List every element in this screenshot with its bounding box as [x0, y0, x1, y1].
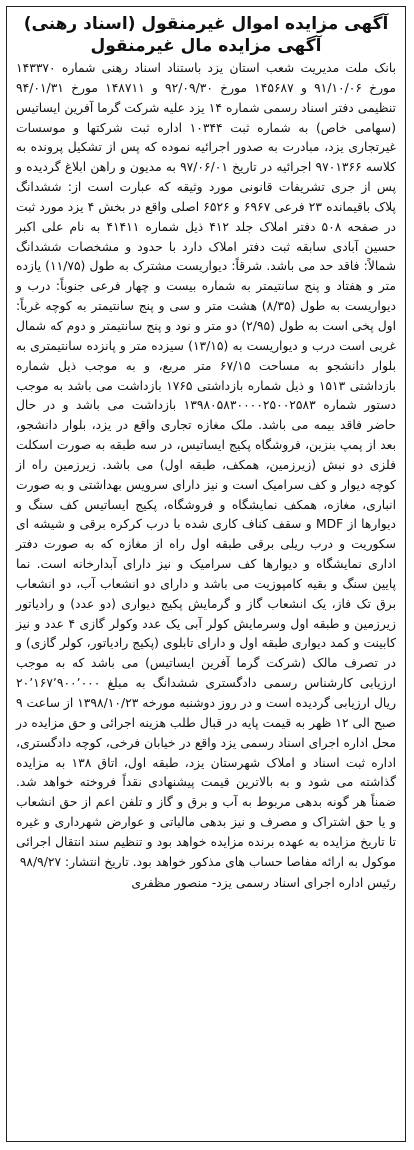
notice-body: بانک ملت مدیریت شعب استان یزد باستناد اسناد رهنی شماره ۱۴۳۳۷۰ مورخ ۹۱/۱۰/۰۶ و ۱۴۵۶۸۷ مورخ ۹۲/۰۹/۳۰ و ۱۴۸۷۱۱ مورخ ۹۴/۰۱/۳۱ تنظیمی دفتر اسناد رسمی شماره ۱۴ یزد علیه شرکت گرما آفرین ایساتیس (سهامی خاص) به شماره ثبت ۱۰۳۴۴ اداره ثبت شرکتها و موسسات غیرتجاری یزد، مبادرت به صدور اجرائیه نموده که پس از تشکیل پرونده به کلاسه ۹۷۰۱۳۶۶ اجرائیه در تاریخ ۹۷/۰۶/۰۱ به مدیون و راهن ابلاغ گردیده و پس از جری تشریفات قانونی مورد وثیقه که عبارت است از: ششدانگ پلاک باقیمانده ۲۳ فرعی ۶۹۶۷ و ۶۵۲۶ اصلی واقع در بخش ۴ یزد مورد ثبت در صفحه ۵۰۸ دفتر املاک جلد ۴۱۲ ذیل شماره ۴۱۴۱۱ به نام علی اکبر حسین آبادی سابقه ثبت دفتر املاک دارد با حدود و مشخصات ششدانگ شمالاً: فاقد حد می باشد. شرقاً: دیواریست مشترک به طول (۱۱/۷۵) یازده متر و هفتاد و پنج سانتیمتر به شماره بیست و چهار فرعی جنوباً: درب و دیواریست به طول (۸/۳۵) هشت متر و سی و پنج سانتیمتر به کوچه غرباً: اول پخی است به طول (۲/۹۵) دو متر و نود و پنج سانتیمتر و دوم که شمال غربی است درب و دیواریست به (۱۳/۱۵) سیزده متر و پانزده سانتیمتری به بلوار دانشجو به مساحت ۶۷/۱۵ متر مربع، و به موجب ذیل شماره بازداشتی ۱۵۱۳ و ذیل شماره بازداشتی ۱۷۶۵ بازداشت می باشد به موجب دستور شماره ۱۳۹۸۰۵۸۳۰۰۰۰۲۵۰۰۲۵۸۳ بازداشت می باشد و در حال حاضر فاقد بیمه می باشد. ملک مغازه تجاری واقع در یزد، بلوار دانشجو، بعد از پمپ بنزین، فروشگاه پکیج ایساتیس، در سه طبقه به صورت اسکلت فلزی دو نبش (زیرزمین، همکف، طبقه اول) می باشد. زیرزمین راه از کوچه دیوار و کف سرامیک است و نیز دارای سرویس بهداشتی و به صورت انباری، مغازه، همکف نمایشگاه و فروشگاه، پکیج ایساتیس کف سنگ و دیوارها از MDF و سقف کناف کاری شده با درب کرکره برقی و شیشه ای سکوریت و درب ریلی برقی طبقه اول راه از مغازه که به صورت دفتر اداری نمایشگاه و دیوارها کف سرامیک و نیز دارای آبدارخانه است. نما پایین سنگ و بقیه کامپوزیت می باشد و دارای دو انشعاب آب، دو انشعاب برق تک فاز، یک انشعاب گاز و گرمایش پکیج دیواری (دو عدد) و رادیاتور زیرزمین و طبقه اول وسرمایش کولر آبی یک عدد وکولر گازی ۴ عدد و نیز کابینت و کمد دیواری طبقه اول و دارای تابلوی (پکیج رادیاتور، کولر گازی) و در تصرف مالک (شرکت گرما آفرین ایساتیس) می باشد که به موجب ارزیابی کارشناس رسمی دادگستری ششدانگ به مبلغ ۲۰٬۱۶۷٬۹۰۰٬۰۰۰ ریال ارزیابی گردیده است و در روز دوشنبه مورخه ۱۳۹۸/۱۰/۲۳ از ساعت ۹ صبح الی ۱۲ ظهر به قیمت پایه در قبال طلب هزینه اجرائی و حق مزایده در محل اداره اجرای اسناد رسمی یزد واقع در خیابان فرخی، کوچه دادگستری، اداره ثبت اسناد و املاک شهرستان یزد، طبقه اول، اتاق ۱۳۸ به مزایده گذاشته می شود و به بالاترین قیمت پیشنهادی نقداً فروخته خواهد شد. ضمناً هر گونه بدهی مربوط به آب و برق و گاز و تلفن اعم از حق انشعاب و یا حق اشتراک و مصرف و نیز بدهی مالیاتی و عوارض شهرداری و غیره تا تاریخ مزایده به عهده برنده مزایده خواهد بود و تنظیم سند انتقال اجرائی موکول به ارائه مفاصا حساب های مذکور خواهد بود. تاریخ انتشار: ۹۸/۹/۲۷	[16, 61, 397, 869]
notice-subtitle: آگهی مزایده مال غیرمنقول	[90, 36, 322, 56]
notice-title: آگهی مزایده اموال غیرمنقول (اسناد رهنی)	[23, 14, 389, 34]
notice-signature: رئیس اداره اجرای اسناد رسمی یزد- منصور مظفری	[131, 875, 396, 890]
auction-notice	[6, 6, 406, 1142]
